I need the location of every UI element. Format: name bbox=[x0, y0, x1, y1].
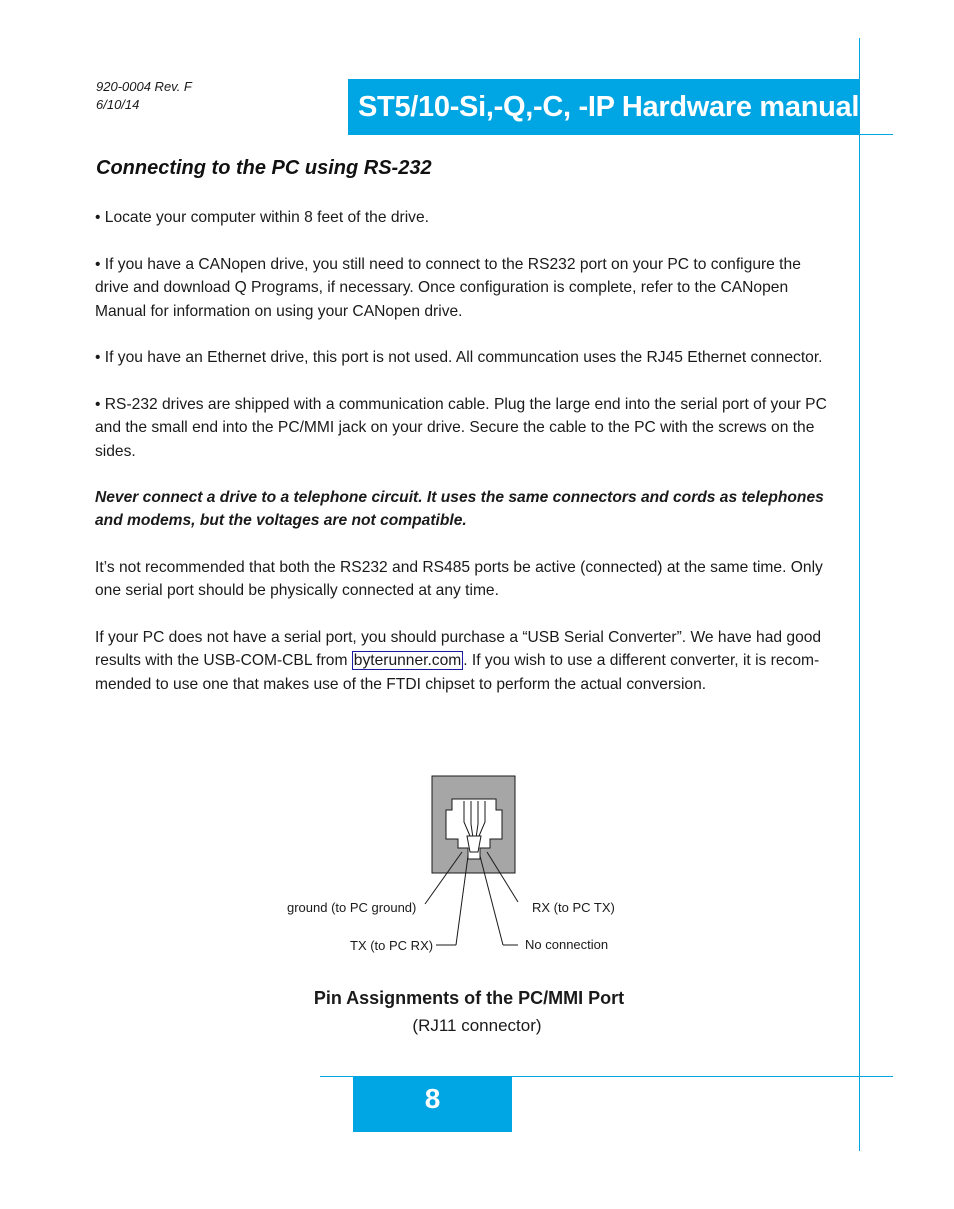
label-ground: ground (to PC ground) bbox=[287, 900, 417, 915]
usb-note-after: . If you wish to use a different converter, it is recom-mended to use one that makes use of the FTDI chipset to perform the actual conversion. bbox=[95, 652, 820, 693]
doc-date: 6/10/14 bbox=[96, 97, 140, 112]
warning-text: Never connect a drive to a telephone circuit. It uses the same connectors and cords as telephones and modems, but the voltages are not compatible. bbox=[95, 489, 824, 530]
figure-caption-subtitle: (RJ11 connector) bbox=[412, 1016, 542, 1035]
figure-caption-title: Pin Assignments of the PC/MMI Port bbox=[313, 988, 625, 1008]
page-title: ST5/10-Si,-Q,-C, -IP Hardware manual bbox=[348, 79, 859, 135]
page-number: 8 bbox=[353, 1077, 512, 1132]
bullet-ethernet: • If you have an Ethernet drive, this port is not used. All communcation uses the RJ45 Ethernet connector. bbox=[95, 349, 823, 366]
section-heading: Connecting to the PC using RS-232 bbox=[96, 157, 432, 179]
usb-note-before: If your PC does not have a serial port, you should purchase a “USB Serial Converter”. We have had good results with the USB-COM-CBL from bbox=[95, 629, 822, 670]
byterunner-link[interactable]: byterunner.com bbox=[353, 652, 462, 670]
label-no-connection: No connection bbox=[525, 937, 609, 952]
rs485-note: It’s not recommended that both the RS232 and RS485 ports be active (connected) at the same time. Only one serial port should be physically connected at any time. bbox=[95, 559, 823, 600]
doc-number: 920-0004 Rev. F bbox=[96, 79, 192, 94]
label-tx: TX (to PC RX) bbox=[350, 938, 434, 953]
bullet-locate-computer: • Locate your computer within 8 feet of the drive. bbox=[95, 209, 429, 226]
label-rx: RX (to PC TX) bbox=[532, 900, 615, 915]
bullet-rs232-cable: • RS-232 drives are shipped with a communication cable. Plug the large end into the serial port of your PC and the small end into the PC/MMI jack on your drive. Secure the cable to the PC with the screws on the sides. bbox=[95, 396, 827, 460]
bullet-canopen: • If you have a CANopen drive, you still need to connect to the RS232 port on your PC to configure the drive and download Q Programs, if necessary. Once configuration is complete, refer to the CANopen Manual for information on using your CANopen drive. bbox=[95, 256, 801, 320]
